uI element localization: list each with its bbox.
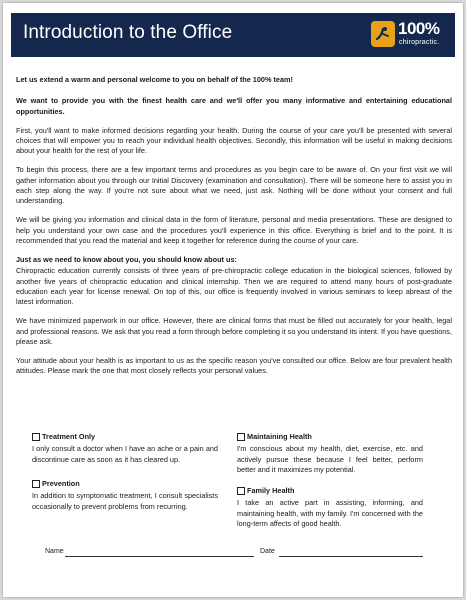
maintaining-health-checkbox[interactable] xyxy=(237,433,245,441)
page-title: Introduction to the Office xyxy=(23,22,233,43)
paragraph-education: Chiropractic education currently consists of three years of pre-chiropractic college education in the biological sciences, followed by another five years of chiropractic education and clinical internship. Then we are required to attend many hours of post-graduate education each year for license renewal. On top of this, our office is frequently involved in various seminars to keep abreast of the latest information. xyxy=(16,266,452,307)
option-title: Family Health xyxy=(247,486,295,495)
option-description: I'm conscious about my health, diet, exercise, etc. and actively pursue these because I feel better, perform better and it maximizes my potential. xyxy=(237,444,423,475)
option-description: In addition to symptomatic treatment, I consult specialists occasionally to prevent problems from recurring. xyxy=(32,491,218,511)
treatment-only-checkbox[interactable] xyxy=(32,433,40,441)
document-page xyxy=(3,3,463,597)
welcome-line: Let us extend a warm and personal welcome to you on behalf of the 100% team! xyxy=(16,75,293,84)
option-title: Maintaining Health xyxy=(247,432,312,441)
letter-body xyxy=(16,75,452,385)
name-label: Name xyxy=(45,548,64,555)
logo-subtext: chiropractic. xyxy=(399,39,440,46)
option-description: I only consult a doctor when I have an ache or a pain and discontinue care as soon as it has cleared up. xyxy=(32,444,218,464)
name-field[interactable] xyxy=(65,556,254,557)
paragraph-process: To begin this process, there are a few important terms and procedures as you begin care to be aware of. On your first visit we will gather information about you through our Initial Discovery (examination and consultation). There will be someone here to assist you in each step along the way. If you're not sure about what we need, just ask. Nothing will be done without your consent and full understanding. xyxy=(16,165,452,206)
spine-icon xyxy=(371,21,395,47)
logo-text: 100% xyxy=(398,19,440,38)
paragraph-about-us-heading: Just as we need to know about you, you should know about us: xyxy=(16,254,237,264)
option-description: I take an active part in assisting, informing, and maintaining health, with my family. I'm concerned with the long-term affects of good health. xyxy=(237,498,423,529)
paragraph-information: We will be giving you information and clinical data in the form of literature, personal and media presentations. These are designed to help you understand your own case and the procedures you'll experience in this office. Everything is brief and to the point. It is recommended that you read the material and keep it together for reference during the course of your care. xyxy=(16,215,452,245)
option-maintaining-health xyxy=(237,432,423,475)
date-label: Date xyxy=(260,548,275,555)
option-family-health xyxy=(237,486,423,529)
option-title: Prevention xyxy=(42,479,80,488)
brand-logo xyxy=(371,19,449,51)
option-treatment-only xyxy=(32,432,218,465)
family-health-checkbox[interactable] xyxy=(237,487,245,495)
option-title: Treatment Only xyxy=(42,432,96,441)
paragraph-intro: We want to provide you with the finest health care and we'll offer you many informative and entertaining educational opportunities. xyxy=(16,96,452,116)
paragraph-attitude: Your attitude about your health is as important to us as the specific reason you've consulted our office. Below are four prevalent health attitudes. Please mark the one that most closely reflects your personal values. xyxy=(16,355,452,376)
header-banner xyxy=(11,13,455,57)
option-prevention xyxy=(32,479,218,512)
date-field[interactable] xyxy=(279,556,423,557)
paragraph-decisions: First, you'll want to make informed decisions regarding your health. During the course of your care you'll be presented with several choices that will empower you to reach your individual health objectives. Secondly, this information will be useful in making decisions about your health for the rest of your life. xyxy=(16,125,452,156)
paragraph-paperwork: We have minimized paperwork in our office. However, there are clinical forms that must be filled out accurately for your health, legal and professional reasons. We ask that you read a form through before completing it so you understand its intent. If you have questions, please ask. xyxy=(16,316,452,346)
prevention-checkbox[interactable] xyxy=(32,480,40,488)
